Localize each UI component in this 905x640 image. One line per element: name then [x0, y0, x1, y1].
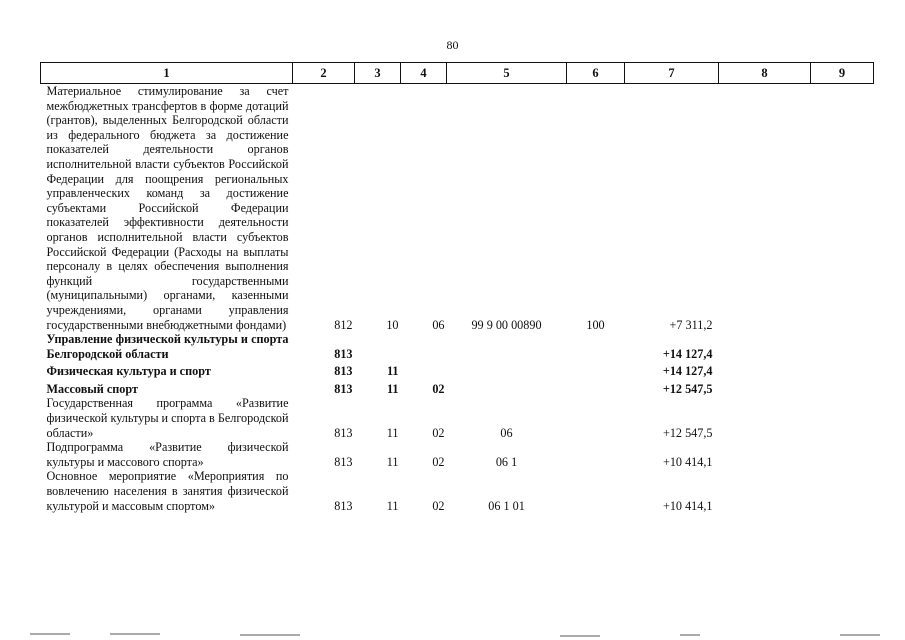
cell-section: 11 — [386, 381, 399, 396]
row-name: Массовый спорт — [46, 381, 139, 396]
column-header: 9 — [811, 63, 874, 84]
cell-col-8 — [719, 379, 811, 397]
cell-expense-type: 100 — [586, 317, 605, 332]
row-name: Основное мероприятие «Мероприятия по вовлечению населения в занятия физической культурой и массовым спортом» — [46, 469, 289, 513]
cell-section: 11 — [386, 364, 399, 379]
cell-amount: +12 547,5 — [662, 425, 713, 440]
cell-target-article — [447, 379, 567, 397]
cell-target-article — [447, 361, 567, 379]
cell-amount: +14 127,4 — [662, 346, 713, 361]
cell-amount: +14 127,4 — [662, 364, 713, 379]
cell-expense-type — [567, 396, 625, 440]
scan-edge-artifacts — [0, 630, 905, 640]
cell-col-9 — [811, 332, 874, 361]
cell-col-9 — [811, 440, 874, 469]
cell-col-8 — [719, 440, 811, 469]
table-row — [41, 379, 874, 397]
cell-ministry-code: 813 — [334, 346, 353, 361]
cell-ministry-code: 813 — [334, 498, 353, 513]
cell-section: 10 — [386, 317, 399, 332]
table-row — [41, 469, 874, 513]
row-name: Физическая культура и спорт — [46, 364, 211, 379]
column-header: 2 — [293, 63, 355, 84]
cell-subsection: 02 — [432, 425, 445, 440]
cell-target-article — [447, 332, 567, 361]
column-header: 3 — [355, 63, 401, 84]
cell-col-8 — [719, 396, 811, 440]
cell-col-8 — [719, 332, 811, 361]
table-header-row — [41, 63, 874, 84]
table-row — [41, 84, 874, 333]
cell-expense-type — [567, 361, 625, 379]
cell-expense-type — [567, 332, 625, 361]
table-row — [41, 361, 874, 379]
cell-subsection: 02 — [432, 381, 445, 396]
cell-expense-type — [567, 469, 625, 513]
row-name: Материальное стимулирование за счет межбюджетных трансфертов в форме дотаций (грантов), выделенных Белгородской области из федерального бюджета за достижение показателей деятельности органов исполнительной власти субъектов Российской Федерации для поощрения региональных управленческих команд за достижение субъектами Российской Федерации показателей эффективности деятельности органов исполнительной власти субъектов Российской Федерации (Расходы на выплаты персоналу в целях обеспечения выполнения функций государственными (муниципальными) органами, казенными учреждениями, органами управления государственными внебюджетными фондами) — [46, 84, 289, 332]
cell-col-9 — [811, 396, 874, 440]
cell-subsection: 06 — [432, 317, 445, 332]
cell-col-8 — [719, 361, 811, 379]
cell-ministry-code: 812 — [334, 317, 353, 332]
cell-target-article: 06 1 01 — [488, 498, 525, 513]
column-header: 8 — [719, 63, 811, 84]
cell-section: 11 — [386, 425, 399, 440]
column-header: 7 — [625, 63, 719, 84]
cell-subsection — [401, 332, 447, 361]
budget-table — [40, 62, 874, 513]
cell-col-8 — [719, 84, 811, 333]
cell-amount: +12 547,5 — [662, 381, 713, 396]
cell-target-article: 06 — [500, 425, 513, 440]
cell-expense-type — [567, 379, 625, 397]
cell-target-article: 06 1 — [495, 454, 518, 469]
cell-amount: +10 414,1 — [662, 454, 713, 469]
cell-amount: +7 311,2 — [669, 317, 713, 332]
cell-col-9 — [811, 469, 874, 513]
column-header: 6 — [567, 63, 625, 84]
row-name: Управление физической культуры и спорта Белгородской области — [46, 332, 289, 361]
row-name: Подпрограмма «Развитие физической культуры и массового спорта» — [46, 440, 289, 469]
row-name: Государственная программа «Развитие физической культуры и спорта в Белгородской области» — [46, 396, 289, 440]
cell-amount: +10 414,1 — [662, 498, 713, 513]
cell-ministry-code: 813 — [334, 364, 353, 379]
cell-col-9 — [811, 84, 874, 333]
cell-section: 11 — [386, 498, 399, 513]
cell-expense-type — [567, 440, 625, 469]
cell-section — [355, 332, 401, 361]
page-number: 80 — [446, 38, 459, 52]
column-header: 5 — [447, 63, 567, 84]
cell-ministry-code: 813 — [334, 454, 353, 469]
cell-col-9 — [811, 361, 874, 379]
cell-section: 11 — [386, 454, 399, 469]
cell-col-9 — [811, 379, 874, 397]
column-header: 4 — [401, 63, 447, 84]
table-row — [41, 396, 874, 440]
cell-ministry-code: 813 — [334, 425, 353, 440]
cell-ministry-code: 813 — [334, 381, 353, 396]
table-row — [41, 440, 874, 469]
cell-col-8 — [719, 469, 811, 513]
cell-subsection — [401, 361, 447, 379]
table-row — [41, 332, 874, 361]
column-header: 1 — [41, 63, 293, 84]
cell-subsection: 02 — [432, 454, 445, 469]
cell-target-article: 99 9 00 00890 — [471, 317, 542, 332]
cell-subsection: 02 — [432, 498, 445, 513]
